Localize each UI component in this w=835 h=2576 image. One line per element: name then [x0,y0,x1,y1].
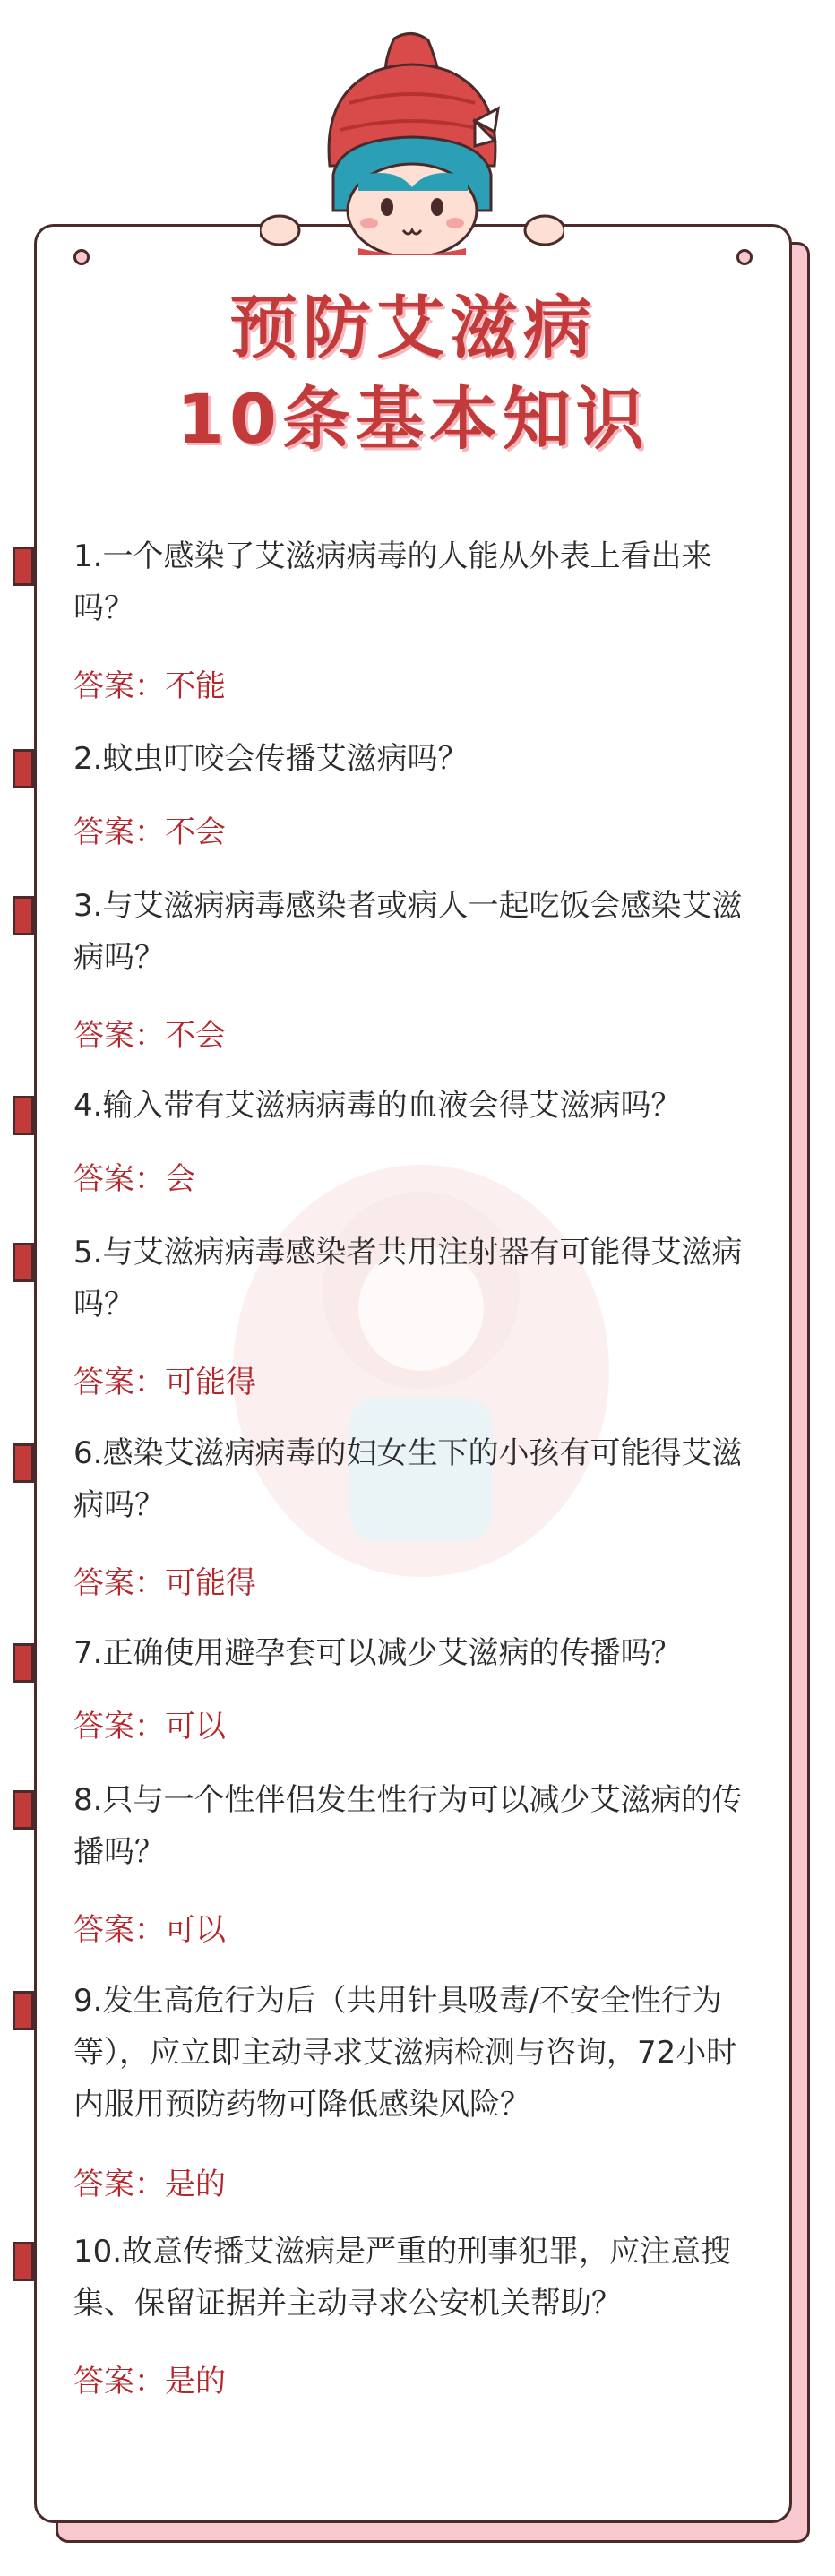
page-title-line1: 预防艾滋病 [229,288,597,367]
question-tab-5 [13,1243,34,1282]
qa-item-9 [73,1975,763,2202]
answer-text: 答案：会 [73,1161,195,1197]
question-text: 8.只与一个性伴侣发生性行为可以减少艾滋病的传播吗？ [73,1782,743,1870]
question-tab-10 [13,2242,34,2281]
question-tab-8 [13,1790,34,1830]
qa-item-3 [73,880,763,1054]
question-text: 5.与艾滋病病毒感染者共用注射器有可能得艾滋病吗？ [73,1235,743,1322]
answer-text: 答案：是的 [73,2364,226,2399]
answer-text: 答案：不会 [73,814,226,850]
question-text: 2.蚊虫叮咬会传播艾滋病吗？ [73,741,469,777]
question-text: 9.发生高危行为后（共用针具吸毒/不安全性行为等），应立即主动寻求艾滋病检测与咨询，72小时内服用预防药物可降低感染风险？ [73,1983,737,2123]
answer-text: 答案：可以 [73,1709,226,1745]
answer-text: 答案：可能得 [73,1365,256,1400]
question-text: 7.正确使用避孕套可以减少艾滋病的传播吗？ [73,1635,682,1671]
pin-right-icon [736,249,753,265]
question-tab-7 [13,1643,34,1683]
qa-item-10 [73,2226,763,2399]
question-tab-1 [13,547,34,586]
answer-text: 答案：不能 [73,668,226,704]
qa-item-5 [73,1227,763,1400]
girl-with-red-hat-mascot-icon [260,31,564,255]
qa-item-8 [73,1774,763,1948]
question-tab-2 [13,749,34,788]
qa-item-2 [73,733,763,850]
question-text: 4.输入带有艾滋病病毒的血液会得艾滋病吗？ [73,1088,682,1124]
question-tab-4 [13,1096,34,1135]
pin-left-icon [73,249,90,265]
answer-text: 答案：是的 [73,2167,226,2202]
question-text: 3.与艾滋病病毒感染者或病人一起吃饭会感染艾滋病吗？ [73,888,743,976]
question-tab-6 [13,1443,34,1483]
qa-item-4 [73,1080,763,1197]
answer-text: 答案：可以 [73,1912,226,1948]
question-tab-3 [13,896,34,935]
qa-item-6 [73,1427,763,1601]
question-text: 10.故意传播艾滋病是严重的刑事犯罪，应注意搜集、保留证据并主动寻求公安机关帮助？ [73,2234,732,2322]
page-title-line2: 10条基本知识 [176,379,650,459]
question-text: 6.感染艾滋病病毒的妇女生下的小孩有可能得艾滋病吗？ [73,1435,743,1523]
answer-text: 答案：可能得 [73,1565,256,1601]
question-tab-9 [13,1991,34,2030]
qa-item-1 [73,530,763,704]
qa-item-7 [73,1627,763,1745]
question-text: 1.一个感染了艾滋病病毒的人能从外表上看出来吗？ [73,538,712,626]
answer-text: 答案：不会 [73,1018,226,1054]
